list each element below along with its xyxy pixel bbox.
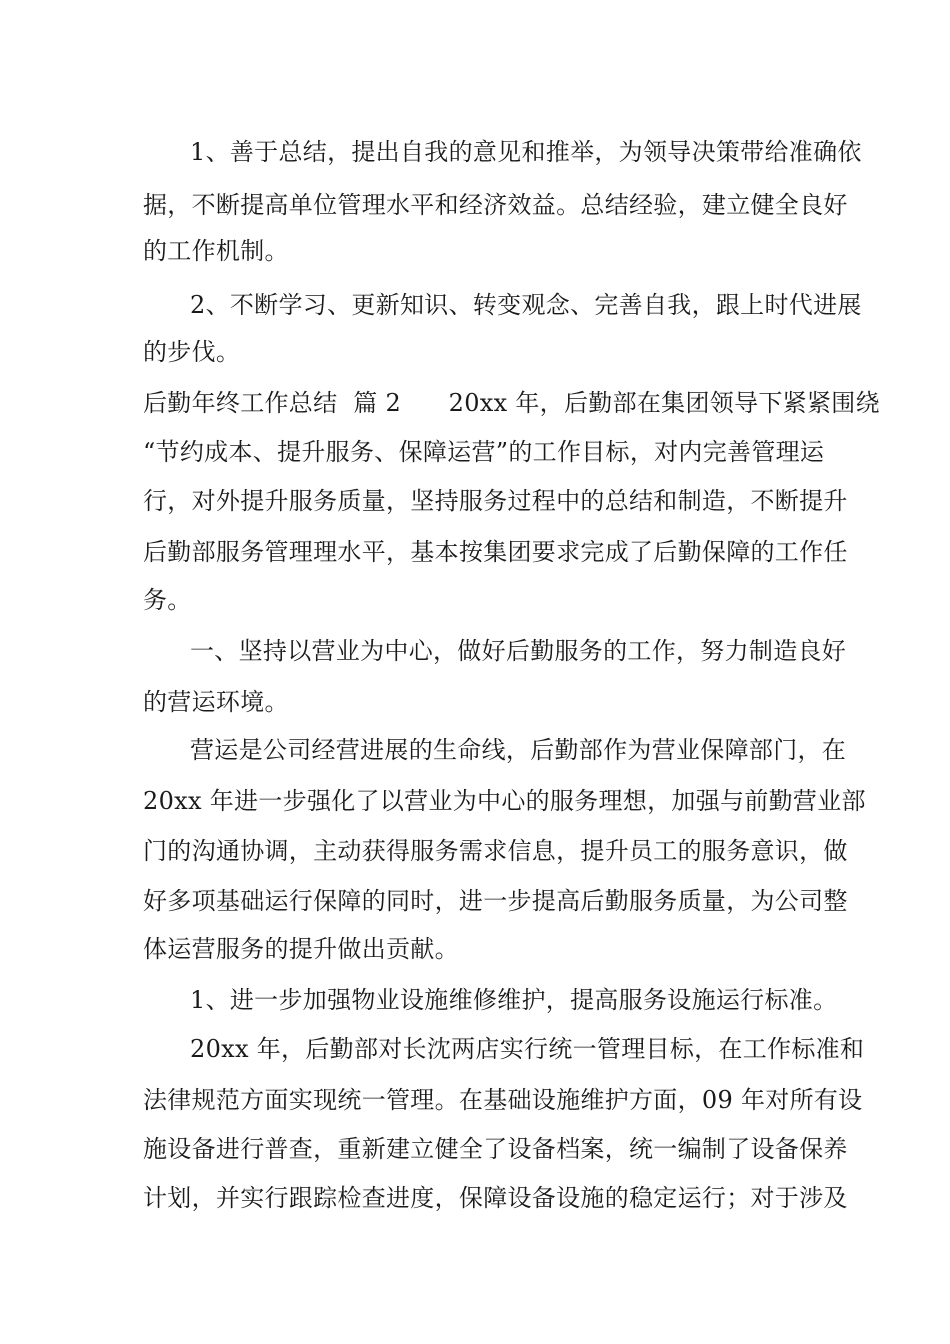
- text-line: 施设备进行普查，重新建立健全了设备档案，统一编制了设备保养: [143, 1135, 848, 1163]
- text-line: 体运营服务的提升做出贡献。: [143, 935, 459, 963]
- text-line: 2、不断学习、更新知识、转变观念、完善自我，跟上时代进展: [190, 291, 862, 319]
- text-line: 的营运环境。: [143, 688, 289, 716]
- text-line: 行，对外提升服务质量，坚持服务过程中的总结和制造，不断提升: [143, 487, 848, 515]
- text-line: 营运是公司经营进展的生命线，后勤部作为营业保障部门，在: [190, 736, 847, 764]
- text-line: “节约成本、提升服务、保障运营”的工作目标，对内完善管理运: [143, 438, 825, 466]
- text-line: 的工作机制。: [143, 237, 289, 265]
- text-line: 一、坚持以营业为中心，做好后勤服务的工作，努力制造良好: [190, 637, 847, 665]
- text-line: 20xx 年，后勤部对长沈两店实行统一管理目标，在工作标准和: [190, 1035, 865, 1063]
- text-line: 1、善于总结，提出自我的意见和推举，为领导决策带给准确依: [190, 138, 862, 166]
- section-heading-line: 后勤年终工作总结 篇 2 20xx 年，后勤部在集团领导下紧紧围绕: [143, 389, 880, 417]
- text-line: 法律规范方面实现统一管理。在基础设施维护方面，09 年对所有设: [143, 1086, 863, 1114]
- text-line: 20xx 年进一步强化了以营业为中心的服务理想，加强与前勤营业部: [143, 787, 866, 815]
- text-line: 的步伐。: [143, 338, 241, 366]
- text-line: 门的沟通协调，主动获得服务需求信息，提升员工的服务意识，做: [143, 837, 848, 865]
- text-line: 好多项基础运行保障的同时，进一步提高后勤服务质量，为公司整: [143, 887, 848, 915]
- text-line: 务。: [143, 586, 192, 614]
- text-line: 计划，并实行跟踪检查进度，保障设备设施的稳定运行；对于涉及: [143, 1184, 848, 1212]
- text-line: 后勤部服务管理理水平，基本按集团要求完成了后勤保障的工作任: [143, 538, 848, 566]
- text-line: 1、进一步加强物业设施维修维护，提高服务设施运行标准。: [190, 986, 838, 1014]
- text-line: 据，不断提高单位管理水平和经济效益。总结经验，建立健全良好: [143, 191, 848, 219]
